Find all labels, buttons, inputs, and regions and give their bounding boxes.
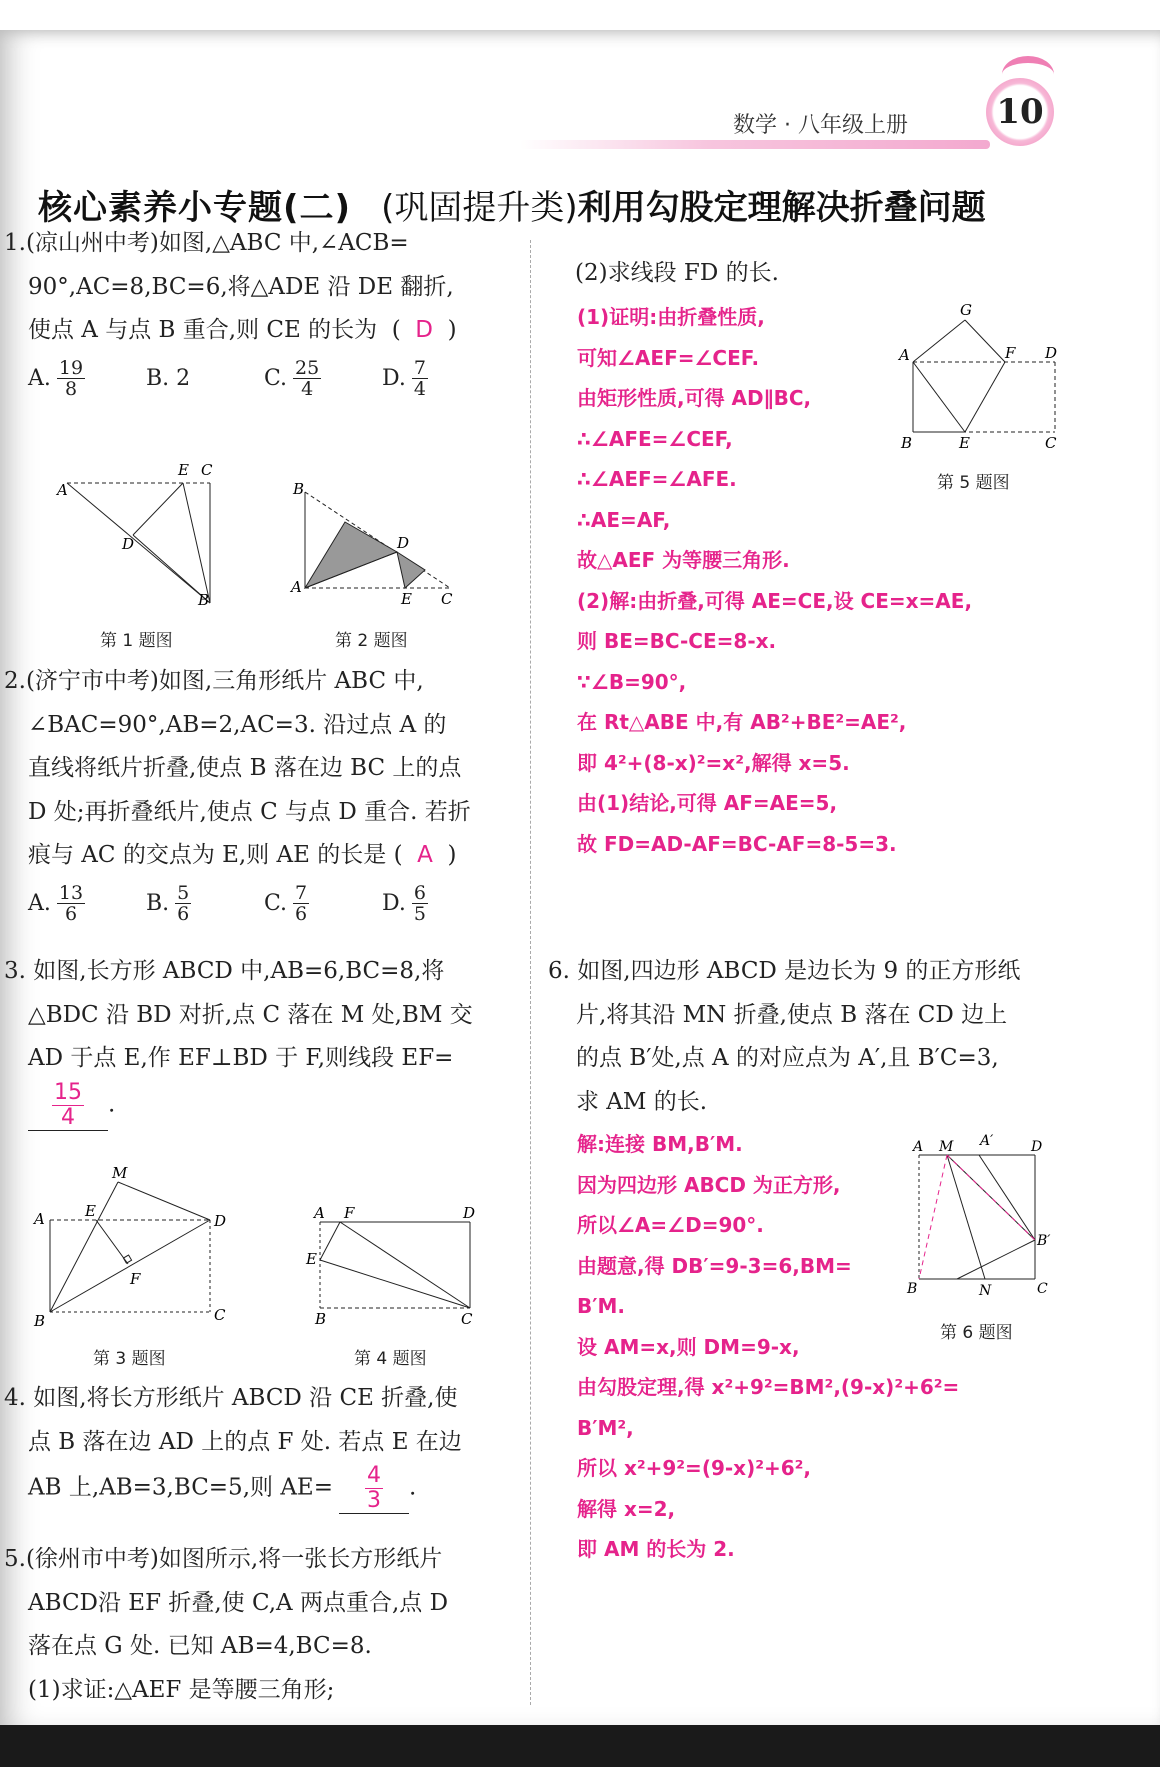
svg-text:A′: A′	[980, 1133, 994, 1149]
figure-6	[905, 1125, 1075, 1305]
q6-solution: 解:连接 BM,B′M. 因为四边形 ABCD 为正方形, 所以∠A=∠D=90°. 由题意,得 DB′=9-3=6,BM= B′M. 设 AM=x,则 DM=9-x, 由勾股定理,得 x²+9²=BM²,(9-x)²+6²= B′M², 所以 x²+9²=(9-x)²+6², 解得 x=2, 即 AM 的长为 2.	[577, 1132, 960, 1561]
svg-text:B: B	[315, 1310, 327, 1328]
svg-text:E: E	[85, 1202, 96, 1220]
svg-text:A: A	[899, 346, 910, 364]
page-number: 10	[986, 78, 1054, 146]
figure-3	[30, 1160, 240, 1330]
column-divider	[530, 240, 531, 1705]
svg-text:B′: B′	[1037, 1233, 1051, 1249]
figure-2-caption: 第 2 题图	[335, 631, 408, 651]
svg-text:C: C	[441, 590, 453, 608]
svg-text:A: A	[314, 1204, 325, 1222]
svg-text:A: A	[291, 578, 302, 596]
figure-3-caption: 第 3 题图	[93, 1349, 166, 1369]
svg-text:M: M	[112, 1164, 128, 1182]
svg-text:D: D	[122, 535, 135, 553]
figure-2	[285, 480, 460, 615]
q1-options: A. $\frac{19}{8}$ B. 2 C. $\frac{25}{4}$ D. $\frac{7}{4}$	[28, 357, 426, 400]
question-6: 6. 如图,四边形 ABCD 是边长为 9 的正方形纸 片,将其沿 MN 折叠,使点 B 落在 CD 边上 的点 B′处,点 A 的对应点为 A′,且 B′C=3, 求 AM 的长.	[548, 958, 1021, 1115]
title-sub: (巩固提升类)利用勾股定理解决折叠问题	[381, 188, 986, 228]
question-1: 1.(凉山州中考)如图,△ABC 中,∠ACB= 90°,AC=8,BC=6,将△ADE 沿 DE 翻折, 使点 A 与点 B 重合,则 CE 的长为 ( D ) A. $\frac{19}{8}$ B. 2 C. $\frac{25}{4}$ D. $\frac{7}{4}$	[4, 222, 519, 405]
svg-text:M: M	[939, 1139, 954, 1155]
svg-text:E: E	[178, 461, 189, 479]
svg-text:A: A	[34, 1210, 45, 1228]
q2-options: A. $\frac{13}{6}$ B. $\frac{5}{6}$ C. $\frac{7}{6}$ D. $\frac{6}{5}$	[28, 882, 426, 925]
svg-text:D: D	[1031, 1139, 1043, 1155]
svg-text:B: B	[907, 1281, 918, 1297]
question-2: 2.(济宁市中考)如图,三角形纸片 ABC 中, ∠BAC=90°,AB=2,AC=3. 沿过点 A 的 直线将纸片折叠,使点 B 落在边 BC 上的点 D 处;再折叠纸片,使点 C 与点 D 重合. 若折 痕与 AC 的交点为 E,则 AE 的长是 ( A ) A. $\frac{13}{6}$ B. $\frac{5}{6}$ C. $\frac{7}{6}$ D. $\frac{6}{5}$	[4, 660, 519, 930]
q5-part2: (2)求线段 FD 的长.	[575, 260, 779, 286]
figure-4	[300, 1200, 485, 1330]
q4-answer: $\frac{4}{3}$	[367, 1463, 381, 1513]
svg-text:F: F	[130, 1270, 141, 1288]
question-3: 3. 如图,长方形 ABCD 中,AB=6,BC=8,将 △BDC 沿 BD 对折,点 C 落在 M 处,BM 交 AD 于点 E,作 EF⊥BD 于 F,则线段 EF= $\frac{15}{4}$ .	[4, 958, 473, 1130]
question-4: 4. 如图,将长方形纸片 ABCD 沿 CE 折叠,使 点 B 落在边 AD 上的点 F 处. 若点 E 在边 AB 上,AB=3,BC=5,则 AE= $\frac{4}{3}$ .	[4, 1385, 462, 1513]
svg-text:C: C	[1037, 1281, 1048, 1297]
svg-text:G: G	[960, 301, 972, 319]
svg-text:B: B	[34, 1312, 46, 1330]
svg-text:A: A	[57, 481, 68, 499]
svg-text:C: C	[461, 1310, 473, 1328]
svg-text:D: D	[214, 1212, 227, 1230]
svg-text:F: F	[344, 1204, 355, 1222]
svg-text:E: E	[401, 590, 412, 608]
svg-text:B: B	[901, 434, 913, 452]
svg-text:E: E	[306, 1250, 317, 1268]
figure-5-caption: 第 5 题图	[937, 473, 1010, 493]
question-5: 5.(徐州市中考)如图所示,将一张长方形纸片 ABCD沿 EF 折叠,使 C,A 两点重合,点 D 落在点 G 处. 已知 AB=4,BC=8. (1)求证:△AEF 是等腰三角形;	[4, 1546, 449, 1703]
svg-text:A: A	[913, 1139, 924, 1155]
title-main: 核心素养小专题(二)	[38, 188, 352, 228]
svg-text:D: D	[397, 534, 410, 552]
q2-answer: A	[417, 842, 433, 868]
svg-text:C: C	[1045, 434, 1057, 452]
left-column	[4, 222, 519, 405]
figure-5	[895, 300, 1070, 455]
figure-1	[55, 455, 225, 615]
svg-text:B: B	[198, 591, 210, 609]
header-rule	[520, 140, 990, 149]
bottom-edge	[0, 1725, 1160, 1767]
figure-6-caption: 第 6 题图	[940, 1323, 1013, 1343]
svg-text:N: N	[979, 1283, 992, 1299]
figure-1-caption: 第 1 题图	[100, 631, 173, 651]
top-margin	[0, 0, 1160, 30]
svg-text:F: F	[1005, 344, 1016, 362]
svg-text:E: E	[959, 434, 970, 452]
figure-4-caption: 第 4 题图	[354, 1349, 427, 1369]
svg-text:C: C	[201, 461, 213, 479]
q1-answer: D	[415, 317, 434, 343]
svg-text:B: B	[293, 480, 305, 498]
svg-text:D: D	[1045, 344, 1058, 362]
q3-answer: $\frac{15}{4}$	[54, 1079, 82, 1130]
svg-text:D: D	[463, 1204, 476, 1222]
header-subject: 数学 · 八年级上册	[733, 113, 908, 138]
svg-text:C: C	[214, 1306, 226, 1324]
q5-solution: (1)证明:由折叠性质, 可知∠AEF=∠CEF. 由矩形性质,可得 AD∥BC, ∴∠AFE=∠CEF, ∴∠AEF=∠AFE. ∴AE=AF, 故△AEF 为等腰三角形. (2)解:由折叠,可得 AE=CE,设 CE=x=AE, 则 BE=BC-CE=8-x. ∵∠B=90°, 在 Rt△ABE 中,有 AB²+BE²=AE², 即 4²+(8-x)²=x²,解得 x=5. 由(1)结论,可得 AF=AE=5, 故 FD=AD-AF=BC-AF=8-5=3.	[577, 305, 973, 856]
